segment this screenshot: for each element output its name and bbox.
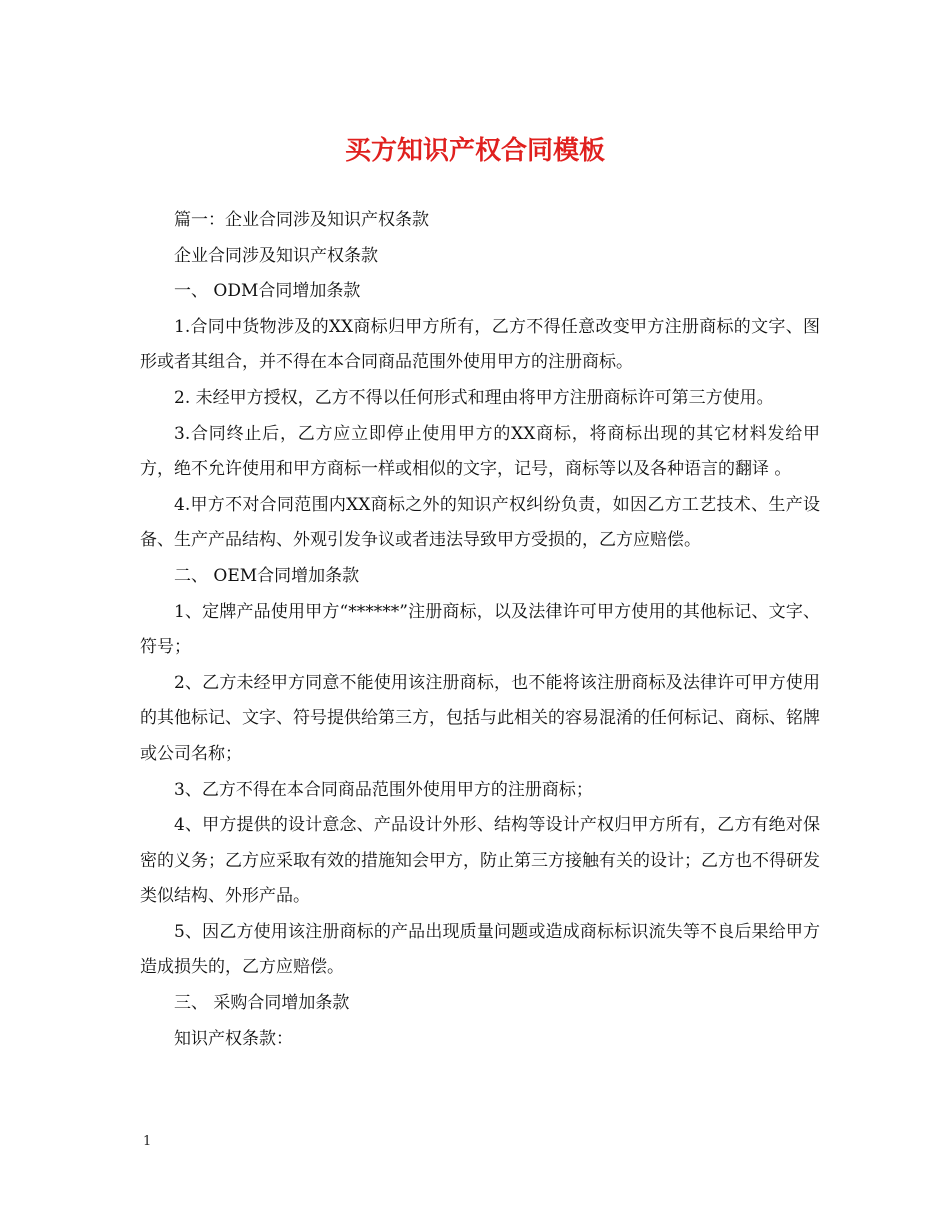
paragraph: 1、定牌产品使用甲方“******”注册商标，以及法律许可甲方使用的其他标记、文字、符号；	[140, 601, 820, 658]
page-number: 1	[143, 1134, 152, 1149]
paragraph: 3、乙方不得在本合同商品范围外使用甲方的注册商标；	[174, 779, 593, 800]
paragraph: 1.合同中货物涉及的XX商标归甲方所有，乙方不得任意改变甲方注册商标的文字、图形或者其组合，并不得在本合同商品范围外使用甲方的注册商标。	[140, 316, 820, 373]
document-body	[140, 203, 820, 1057]
paragraph: 篇一：企业合同涉及知识产权条款	[174, 210, 429, 230]
paragraph: 知识产权条款：	[174, 1028, 293, 1049]
paragraph: 3.合同终止后，乙方应立即停止使用甲方的XX商标，将商标出现的其它材料发给甲方，绝不允许使用和甲方商标一样或相似的文字，记号，商标等以及各种语言的翻译 。	[140, 423, 820, 480]
paragraph: 5、因乙方使用该注册商标的产品出现质量问题或造成商标标识流失等不良后果给甲方造成损失的，乙方应赔偿。	[140, 921, 820, 978]
paragraph: 2、乙方未经甲方同意不能使用该注册商标，也不能将该注册商标及法律许可甲方使用的其他标记、文字、符号提供给第三方，包括与此相关的容易混淆的任何标记、商标、铭牌或公司名称；	[140, 672, 820, 764]
document-title: 买方知识产权合同模板	[344, 136, 605, 166]
paragraph: 4.甲方不对合同范围内XX商标之外的知识产权纠纷负责，如因乙方工艺技术、生产设备、生产产品结构、外观引发争议或者违法导致甲方受损的，乙方应赔偿。	[140, 494, 820, 551]
section-heading: 三、 采购合同增加条款	[174, 993, 350, 1014]
paragraph: 2. 未经甲方授权，乙方不得以任何形式和理由将甲方注册商标许可第三方使用。	[174, 387, 774, 408]
paragraph: 4、甲方提供的设计意念、产品设计外形、结构等设计产权归甲方所有，乙方有绝对保密的义务；乙方应采取有效的措施知会甲方，防止第三方接触有关的设计；乙方也不得研发类似结构、外形产品。	[140, 815, 820, 907]
paragraph: 企业合同涉及知识产权条款	[174, 245, 378, 266]
section-heading: 一、 ODM合同增加条款	[174, 281, 361, 302]
section-heading: 二、 OEM合同增加条款	[174, 565, 360, 586]
